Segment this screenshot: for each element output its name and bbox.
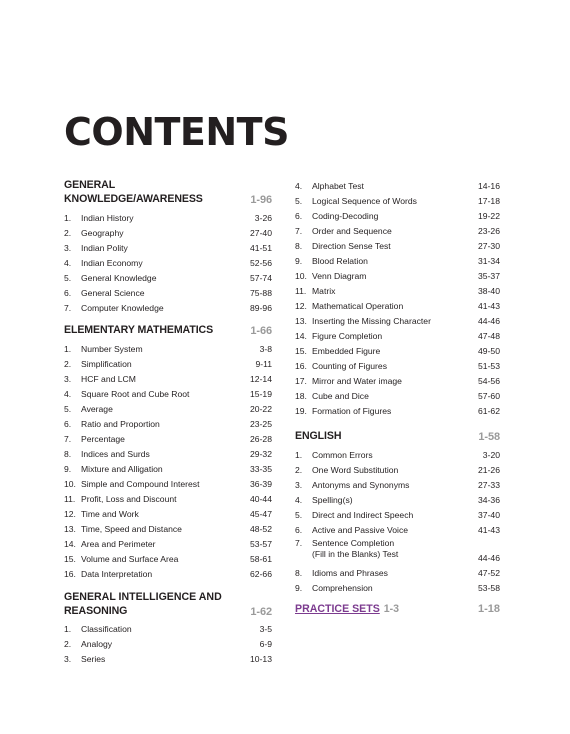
section-english (295, 429, 500, 595)
entry-pages: 52-56 (250, 257, 272, 268)
entry-number: 18. (295, 390, 307, 401)
entry-title: Figure Completion (312, 330, 383, 341)
section-general-knowledge (64, 178, 272, 315)
entry-pages: 10-13 (250, 653, 272, 664)
toc-entry[interactable] (295, 403, 500, 418)
entry-title: Simple and Compound Interest (81, 478, 200, 489)
entry-pages: 27-33 (478, 479, 500, 490)
entry-pages: 53-57 (250, 538, 272, 549)
toc-entry[interactable] (295, 522, 500, 537)
entry-number: 2. (295, 464, 303, 475)
entry-pages: 61-62 (478, 405, 500, 416)
entry-number: 6. (295, 210, 303, 221)
section-heading (64, 323, 272, 337)
toc-list (295, 178, 500, 418)
entry-pages: 57-60 (478, 390, 500, 401)
entry-title: Classification (81, 623, 132, 634)
entry-pages: 89-96 (250, 302, 272, 313)
toc-entry[interactable] (295, 537, 500, 565)
entry-number: 10. (295, 270, 307, 281)
entry-pages: 26-28 (250, 433, 272, 444)
entry-number: 2. (64, 227, 72, 238)
entry-pages: 27-30 (478, 240, 500, 251)
entry-number: 11. (64, 493, 76, 504)
entry-pages: 3-8 (259, 343, 272, 354)
entry-pages: 23-26 (478, 225, 500, 236)
entry-number: 8. (295, 567, 303, 578)
toc-entry[interactable] (295, 477, 500, 492)
entry-pages: 45-47 (250, 508, 272, 519)
toc-entry[interactable] (295, 253, 500, 268)
entry-title: Indian Polity (81, 242, 128, 253)
entry-number: 9. (64, 463, 72, 474)
toc-entry[interactable] (64, 255, 272, 270)
toc-entry[interactable] (64, 210, 272, 225)
toc-entry[interactable] (295, 565, 500, 580)
entry-title: Alphabet Test (312, 180, 364, 191)
entry-number: 17. (295, 375, 307, 386)
entry-number: 3. (64, 653, 72, 664)
entry-title: Cube and Dice (312, 390, 369, 401)
entry-title: Simplification (81, 358, 132, 369)
entry-title: Comprehension (312, 582, 373, 593)
entry-pages: 33-35 (250, 463, 272, 474)
entry-title: Antonyms and Synonyms (312, 479, 410, 490)
toc-entry[interactable] (64, 621, 272, 636)
entry-number: 3. (64, 242, 72, 253)
section-range: 1-96 (250, 194, 272, 206)
entry-pages: 40-44 (250, 493, 272, 504)
entry-number: 6. (295, 524, 303, 535)
entry-title: Blood Relation (312, 255, 368, 266)
toc-entry[interactable] (295, 462, 500, 477)
entry-pages: 19-22 (478, 210, 500, 221)
toc-entry[interactable] (295, 268, 500, 283)
entry-pages: 6-9 (259, 638, 272, 649)
toc-entry[interactable] (64, 356, 272, 371)
entry-pages: 3-5 (259, 623, 272, 634)
toc-entry[interactable] (64, 651, 272, 666)
entry-number: 7. (64, 433, 72, 444)
entry-number: 9. (295, 255, 303, 266)
entry-title: Matrix (312, 285, 336, 296)
entry-number: 10. (64, 478, 76, 489)
entry-number: 7. (64, 302, 72, 313)
entry-title: Time and Work (81, 508, 139, 519)
toc-list (64, 210, 272, 315)
entry-pages: 29-32 (250, 448, 272, 459)
section-title-line1: GENERAL INTELLIGENCE AND (64, 591, 222, 603)
section-heading (64, 178, 272, 206)
entry-pages: 41-43 (478, 524, 500, 535)
toc-list (295, 447, 500, 595)
practice-sets-sub-range: 1-3 (383, 603, 400, 615)
entry-number: 1. (295, 449, 303, 460)
entry-title: Number System (81, 343, 143, 354)
entry-title: Square Root and Cube Root (81, 388, 190, 399)
entry-title: Indices and Surds (81, 448, 150, 459)
entry-title: Indian History (81, 212, 134, 223)
section-title: ELEMENTARY MATHEMATICS (64, 324, 214, 336)
toc-entry[interactable] (295, 238, 500, 253)
entry-title: Common Errors (312, 449, 373, 460)
toc-entry[interactable] (64, 285, 272, 300)
entry-pages: 57-74 (250, 272, 272, 283)
entry-number: 5. (64, 272, 72, 283)
entry-number: 19. (295, 405, 307, 416)
entry-pages: 41-51 (250, 242, 272, 253)
entry-pages: 23-25 (250, 418, 272, 429)
entry-number: 5. (295, 195, 303, 206)
toc-entry[interactable] (64, 491, 272, 506)
entry-title: Average (81, 403, 113, 414)
entry-title: Mathematical Operation (312, 300, 404, 311)
page-title: CONTENTS (64, 110, 289, 154)
entry-title: Formation of Figures (312, 405, 392, 416)
entry-title: HCF and LCM (81, 373, 136, 384)
toc-entry[interactable] (64, 341, 272, 356)
entry-title: Order and Sequence (312, 225, 392, 236)
entry-title: Geography (81, 227, 124, 238)
toc-entry[interactable] (64, 566, 272, 581)
section-range: 1-58 (478, 431, 500, 443)
toc-entry[interactable] (64, 461, 272, 476)
section-general-intelligence (64, 590, 272, 666)
toc-entry[interactable] (295, 223, 500, 238)
entry-title: General Science (81, 287, 145, 298)
entry-pages: 34-36 (478, 494, 500, 505)
entry-pages: 48-52 (250, 523, 272, 534)
toc-entry[interactable] (295, 178, 500, 193)
entry-pages: 27-40 (250, 227, 272, 238)
entry-title: One Word Substitution (312, 464, 399, 475)
entry-number: 7. (295, 538, 303, 548)
toc-entry[interactable] (295, 388, 500, 403)
entry-title: Direct and Indirect Speech (312, 509, 414, 520)
section-title-line2: REASONING (64, 605, 128, 617)
entry-title: Mirror and Water image (312, 375, 402, 386)
toc-entry[interactable] (64, 240, 272, 255)
entry-number: 12. (295, 300, 307, 311)
section-title: GENERAL KNOWLEDGE/AWARENESS (64, 179, 203, 205)
entry-number: 14. (295, 330, 307, 341)
entry-pages: 49-50 (478, 345, 500, 356)
entry-title: Data Interpretation (81, 568, 153, 579)
entry-pages: 53-58 (478, 582, 500, 593)
entry-title: Percentage (81, 433, 125, 444)
toc-entry[interactable] (295, 193, 500, 208)
practice-sets-row[interactable] (295, 603, 500, 615)
entry-number: 9. (295, 582, 303, 593)
entry-number: 4. (64, 388, 72, 399)
toc-entry[interactable] (64, 386, 272, 401)
toc-entry[interactable] (64, 225, 272, 240)
entry-pages: 58-61 (250, 553, 272, 564)
toc-entry[interactable] (295, 343, 500, 358)
entry-number: 4. (295, 180, 303, 191)
entry-pages: 21-26 (478, 464, 500, 475)
entry-number: 3. (64, 373, 72, 384)
toc-entry[interactable] (295, 313, 500, 328)
entry-title-line2: (Fill in the Blanks) Test (312, 549, 399, 559)
entry-pages: 17-18 (478, 195, 500, 206)
entry-number: 8. (64, 448, 72, 459)
entry-pages: 14-16 (478, 180, 500, 191)
toc-entry[interactable] (295, 283, 500, 298)
entry-pages: 44-46 (478, 315, 500, 326)
section-range: 1-66 (250, 325, 272, 337)
entry-number: 5. (295, 509, 303, 520)
entry-number: 15. (64, 553, 76, 564)
toc-entry[interactable] (64, 636, 272, 651)
entry-pages: 20-22 (250, 403, 272, 414)
entry-pages: 44-46 (478, 553, 500, 563)
entry-title: Computer Knowledge (81, 302, 164, 313)
toc-entry[interactable] (64, 416, 272, 431)
entry-title: Counting of Figures (312, 360, 387, 371)
entry-number: 12. (64, 508, 76, 519)
entry-number: 4. (295, 494, 303, 505)
entry-number: 6. (64, 287, 72, 298)
entry-number: 7. (295, 225, 303, 236)
entry-title: Indian Economy (81, 257, 143, 268)
entry-number: 14. (64, 538, 76, 549)
toc-entry[interactable] (295, 298, 500, 313)
entry-pages: 3-20 (482, 449, 500, 460)
toc-list (64, 621, 272, 666)
toc-entry[interactable] (295, 328, 500, 343)
entry-number: 13. (64, 523, 76, 534)
entry-pages: 36-39 (250, 478, 272, 489)
toc-entry[interactable] (295, 358, 500, 373)
entry-title: Venn Diagram (312, 270, 367, 281)
entry-number: 8. (295, 240, 303, 251)
entry-pages: 41-43 (478, 300, 500, 311)
toc-entry[interactable] (64, 506, 272, 521)
toc-entry[interactable] (64, 446, 272, 461)
entry-title: Time, Speed and Distance (81, 523, 182, 534)
toc-entry[interactable] (64, 551, 272, 566)
section-elementary-mathematics (64, 323, 272, 581)
left-column (64, 178, 272, 666)
section-title: ENGLISH (295, 430, 342, 442)
toc-entry[interactable] (64, 521, 272, 536)
entry-pages: 62-66 (250, 568, 272, 579)
practice-sets-link[interactable]: PRACTICE SETS (295, 603, 380, 615)
entry-number: 3. (295, 479, 303, 490)
entry-title: Mixture and Alligation (81, 463, 163, 474)
entry-title-line1: Sentence Completion (312, 538, 395, 548)
entry-number: 13. (295, 315, 307, 326)
entry-title: Volume and Surface Area (81, 553, 179, 564)
entry-number: 11. (295, 285, 307, 296)
entry-pages: 35-37 (478, 270, 500, 281)
entry-pages: 3-26 (254, 212, 272, 223)
entry-title: Logical Sequence of Words (312, 195, 417, 206)
entry-number: 6. (64, 418, 72, 429)
toc-entry[interactable] (64, 431, 272, 446)
entry-pages: 31-34 (478, 255, 500, 266)
toc-entry[interactable] (295, 507, 500, 522)
toc-entry[interactable] (64, 300, 272, 315)
entry-title: Profit, Loss and Discount (81, 493, 177, 504)
entry-number: 16. (64, 568, 76, 579)
entry-pages: 51-53 (478, 360, 500, 371)
entry-number: 2. (64, 638, 72, 649)
section-heading (295, 429, 500, 443)
entry-number: 5. (64, 403, 72, 414)
entry-title: Active and Passive Voice (312, 524, 409, 535)
entry-title: Direction Sense Test (312, 240, 391, 251)
entry-number: 1. (64, 343, 72, 354)
entry-pages: 9-11 (255, 358, 272, 369)
entry-pages: 47-48 (478, 330, 500, 341)
entry-title: Idioms and Phrases (312, 567, 388, 578)
entry-title: General Knowledge (81, 272, 157, 283)
toc-entry[interactable] (64, 401, 272, 416)
entry-title: Coding-Decoding (312, 210, 379, 221)
toc-entry[interactable] (295, 208, 500, 223)
entry-number: 1. (64, 623, 72, 634)
toc-entry[interactable] (295, 373, 500, 388)
entry-title: Ratio and Proportion (81, 418, 160, 429)
section-range: 1-62 (250, 606, 272, 618)
entry-title: Embedded Figure (312, 345, 381, 356)
toc-list (64, 341, 272, 581)
entry-pages: 37-40 (478, 509, 500, 520)
toc-entry[interactable] (64, 270, 272, 285)
entry-title: Spelling(s) (312, 494, 353, 505)
practice-sets-range: 1-18 (477, 603, 500, 615)
entry-number: 4. (64, 257, 72, 268)
toc-entry[interactable] (64, 371, 272, 386)
section-heading (64, 604, 272, 618)
entry-number: 1. (64, 212, 72, 223)
entry-title: Area and Perimeter (81, 538, 156, 549)
entry-pages: 12-14 (250, 373, 272, 384)
entry-title: Inserting the Missing Character (312, 315, 431, 326)
entry-number: 15. (295, 345, 307, 356)
entry-pages: 38-40 (478, 285, 500, 296)
entry-pages: 75-88 (250, 287, 272, 298)
entry-title (312, 537, 478, 565)
entry-number: 2. (64, 358, 72, 369)
entry-pages: 15-19 (250, 388, 272, 399)
entry-number: 16. (295, 360, 307, 371)
toc-entry[interactable] (295, 492, 500, 507)
toc-entry[interactable] (295, 580, 500, 595)
entry-pages: 54-56 (478, 375, 500, 386)
entry-title: Analogy (81, 638, 113, 649)
right-column (295, 178, 500, 615)
entry-title: Series (81, 653, 106, 664)
toc-entry[interactable] (295, 447, 500, 462)
entry-pages: 47-52 (478, 567, 500, 578)
toc-entry[interactable] (64, 536, 272, 551)
toc-entry[interactable] (64, 476, 272, 491)
